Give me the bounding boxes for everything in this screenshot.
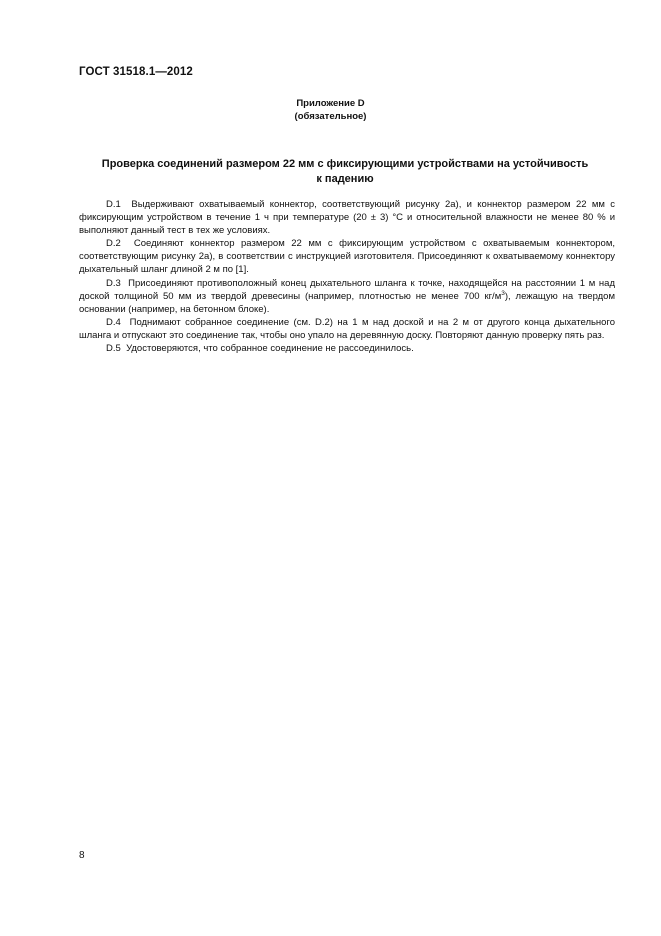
appendix-label: Приложение D xyxy=(296,98,365,109)
paragraph-number: D.4 xyxy=(106,316,121,328)
paragraph-text-continued: ), лежащую на твердом основании (например, на бетонном блоке). xyxy=(79,290,615,315)
paragraph-d1 xyxy=(79,198,615,237)
section-title-line-1: Проверка соединений размером 22 мм с фиксирующими устройствами на устойчивость xyxy=(101,158,589,170)
paragraph-d5 xyxy=(79,342,615,355)
document-body xyxy=(79,198,615,355)
paragraph-text: Удостоверяются, что собранное соединение не рассоединилось. xyxy=(126,343,414,355)
paragraph-number: D.5 xyxy=(106,343,121,355)
paragraph-text: Поднимают собранное соединение (см. D.2) на 1 м над доской и на 2 м от другого конца дыхательного шланга и отпускают это соединение так, чтобы оно упало на деревянную доску. Повторяют данную проверку пять раз. xyxy=(79,316,616,341)
standard-code: ГОСТ 31518.1—2012 xyxy=(79,66,193,78)
paragraph-text: Выдерживают охватываемый коннектор, соответствующий рисунку 2а), и коннектор размером 22 мм с фиксирующим устройством в течение 1 ч при температуре (20 ± 3) °С и относительной влажности не менее 80 % и выполняют данный тест в тех же условиях. xyxy=(79,199,615,237)
page-number: 8 xyxy=(79,850,85,861)
paragraph-d2 xyxy=(79,237,615,276)
paragraph-d4 xyxy=(79,316,615,342)
section-title xyxy=(90,157,600,187)
paragraph-text: Соединяют коннектор размером 22 мм с фиксирующим устройством с охватываемым коннектором, соответствующим рисунку 2а), в соответствии с инструкцией изготовителя. Присоединяют к охватываемому коннектору дыхательный шланг длиной 2 м по [1]. xyxy=(79,238,615,276)
appendix-heading xyxy=(0,97,661,123)
appendix-status: (обязательное) xyxy=(294,111,367,122)
superscript: 3 xyxy=(501,289,505,297)
paragraph-number: D.1 xyxy=(106,199,121,210)
section-title-line-2: к падению xyxy=(316,173,374,185)
paragraph-number: D.3 xyxy=(106,277,121,289)
paragraph-number: D.2 xyxy=(106,238,121,250)
paragraph-d3 xyxy=(79,277,615,316)
paragraph-text: Присоединяют противоположный конец дыхательного шланга к точке, находящейся на расстоянии 1 м над доской толщиной 50 мм из твердой древесины (например, плотностью не менее 700 кг/м xyxy=(79,277,615,302)
